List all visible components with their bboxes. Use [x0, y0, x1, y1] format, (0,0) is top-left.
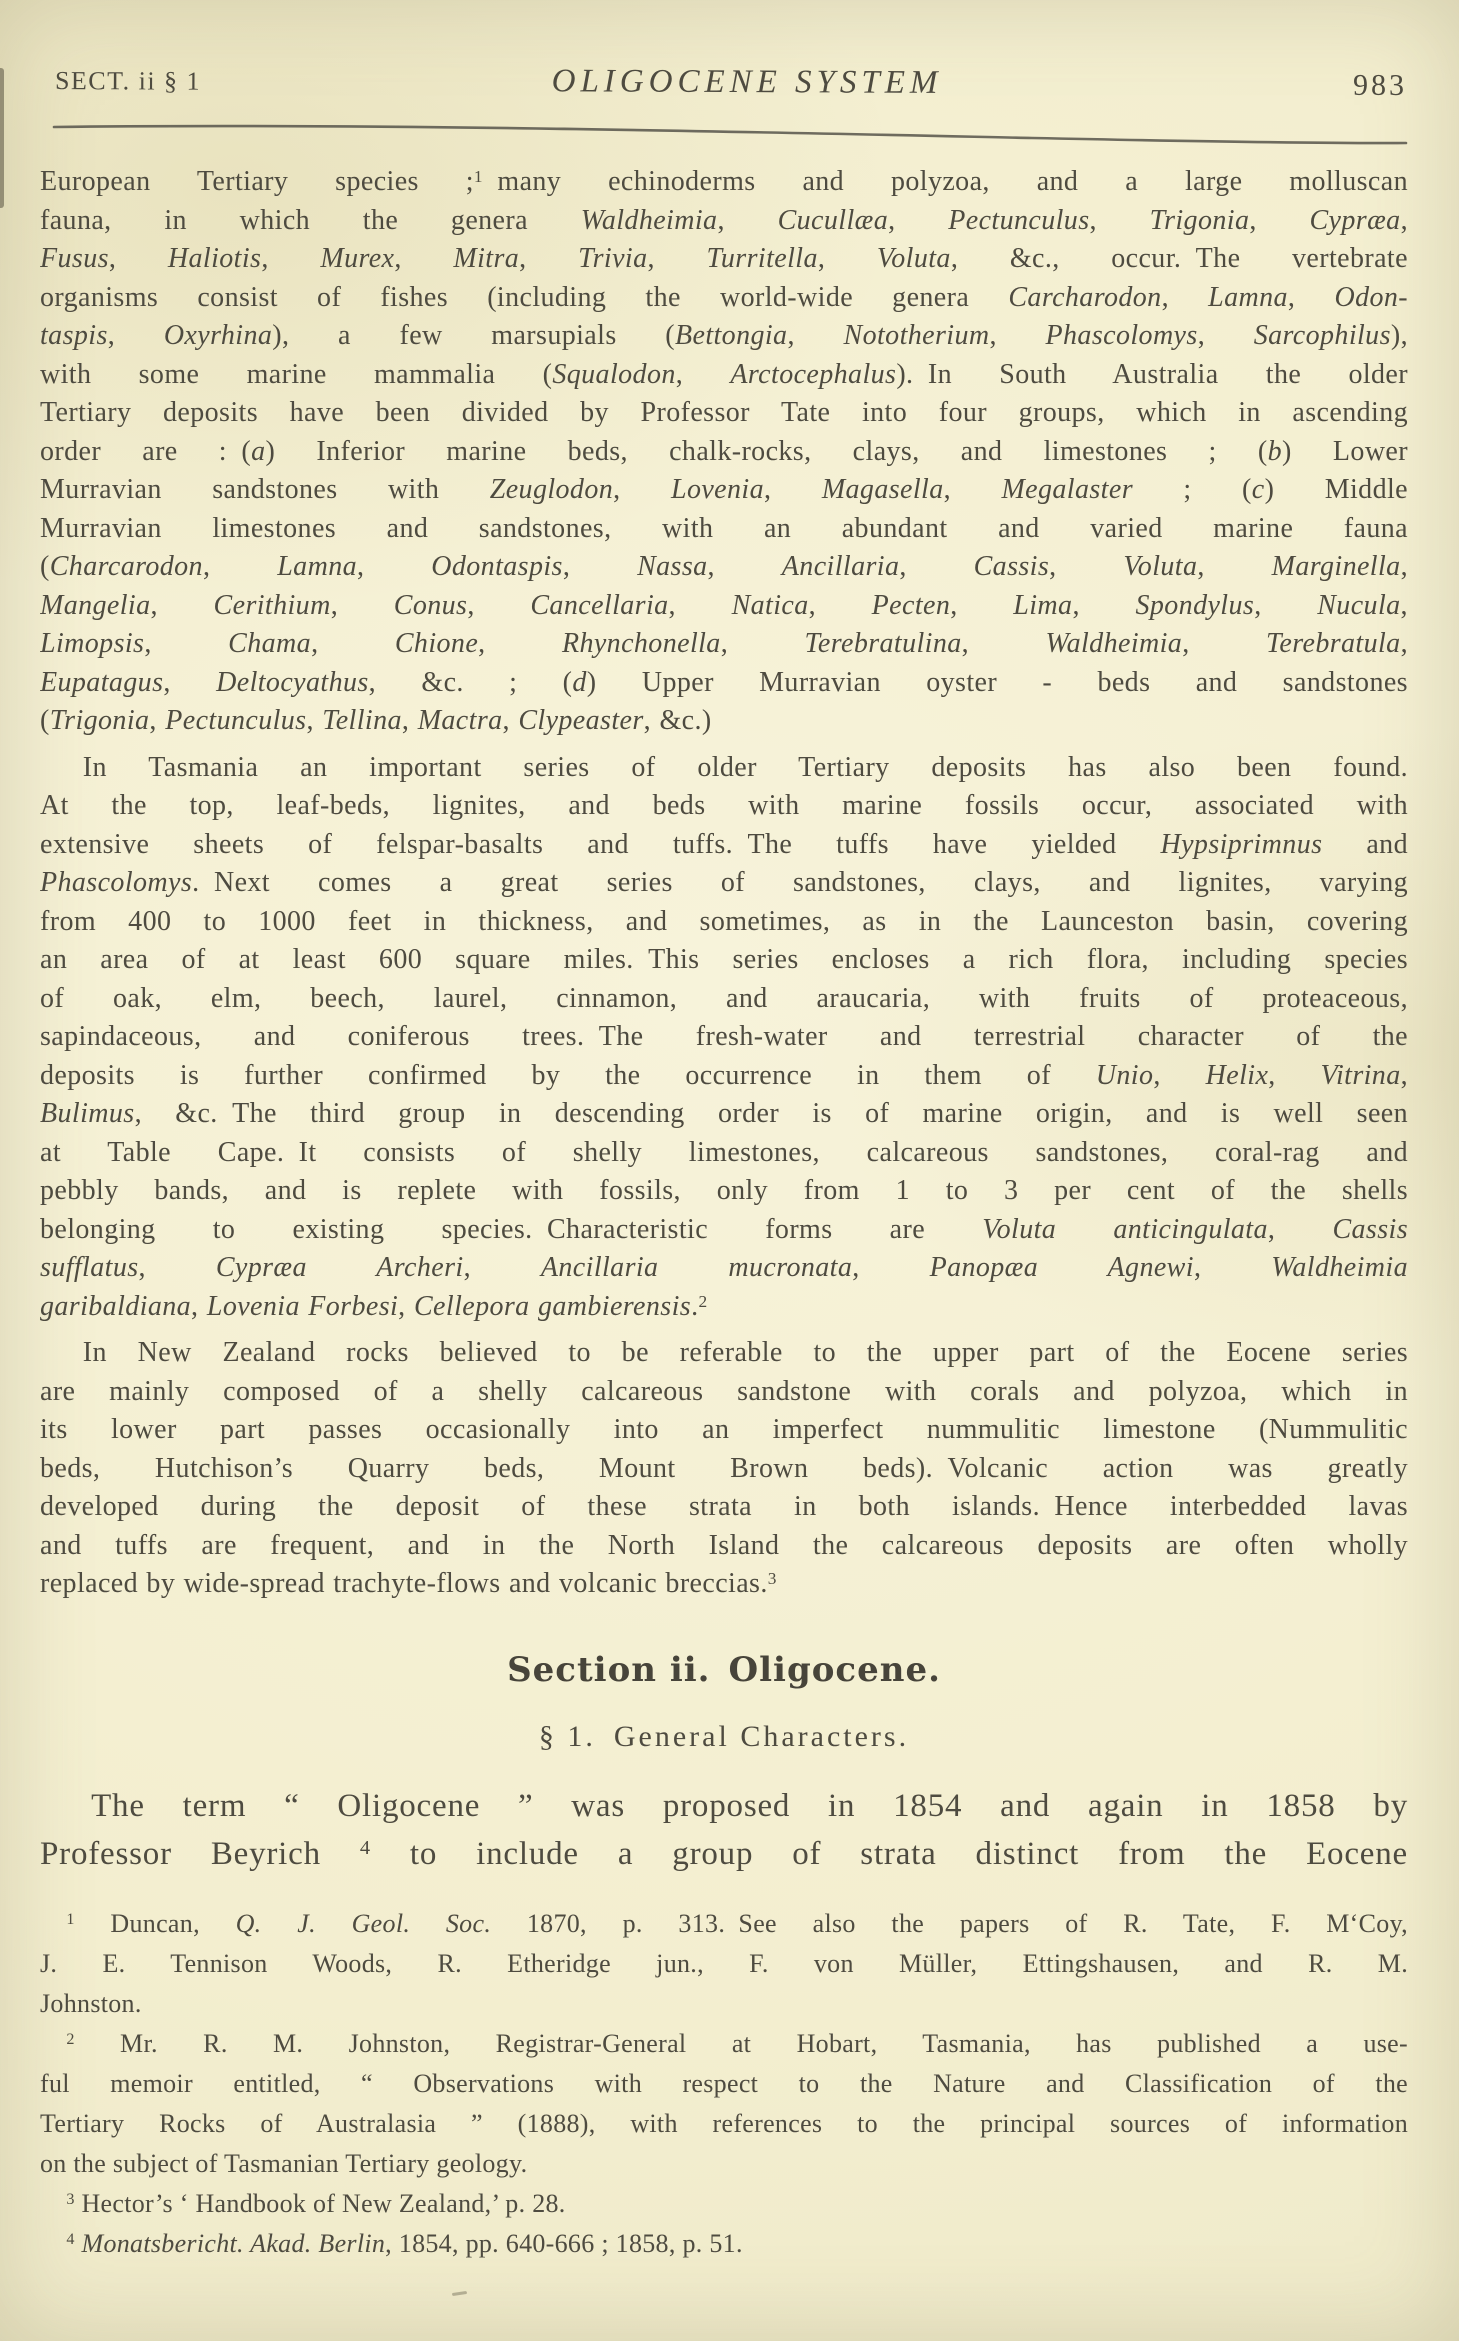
text-line: pebbly bands, and is replete with fossils, only from 1 to 3 per cent of the shells — [40, 1175, 1408, 1206]
text-line: $^3$ Hector’s ‘ Handbook of New Zealand,’ p. 28. — [66, 2188, 566, 2218]
text-line: developed during the deposit of these strata in both islands. Hence interbedded lavas — [40, 1491, 1408, 1522]
footnote-4 — [40, 2224, 1408, 2264]
text-line: Professor Beyrich $^4$ to include a group of strata distinct from the Eocene — [40, 1835, 1408, 1872]
text-line: Phascolomys. Next comes a great series of sandstones, clays, and lignites, varying — [40, 867, 1408, 898]
text-line: Mangelia, Cerithium, Conus, Cancellaria, Natica, Pecten, Lima, Spondylus, Nucula, — [40, 589, 1408, 621]
text-line: Tertiary deposits have been divided by Professor Tate into four groups, which in ascending — [40, 397, 1408, 428]
text-line: sapindaceous, and coniferous trees. The fresh-water and terrestrial character of the — [40, 1021, 1408, 1052]
text-line: garibaldiana, Lovenia Forbesi, Cellepora gambierensis.$^2$ — [40, 1290, 708, 1322]
text-line: extensive sheets of felspar-basalts and tuffs. The tuffs have yielded Hypsiprimnus and — [40, 828, 1408, 860]
scan-edge-artifact — [0, 68, 4, 208]
text-line: an area of at least 600 square miles. This series encloses a rich flora, including species — [40, 944, 1408, 975]
footnote-2 — [40, 2024, 1408, 2184]
text-line: belonging to existing species. Characteristic forms are Voluta anticingulata, Cassis — [40, 1213, 1408, 1245]
text-line: J. E. Tennison Woods, R. Etheridge jun., F. von Müller, Ettingshausen, and R. M. — [40, 1948, 1408, 1978]
text-line: Bulimus, &c. The third group in descending order is of marine origin, and is well seen — [40, 1098, 1408, 1129]
text-line: $^1$ Duncan, Q. J. Geol. Soc. 1870, p. 313. See also the papers of R. Tate, F. M‘Coy, — [66, 1908, 1408, 1938]
text-line: at Table Cape. It consists of shelly limestones, calcareous sandstones, coral-rag and — [40, 1136, 1408, 1168]
text-line: The term “ Oligocene ” was proposed in 1854 and again in 1858 by — [40, 1787, 1408, 1824]
text-line: ful memoir entitled, “ Observations with respect to the Nature and Classification of the — [40, 2068, 1408, 2098]
running-header — [55, 61, 1407, 104]
text-line: Johnston. — [40, 1988, 142, 2018]
text-line: and tuffs are frequent, and in the North Island the calcareous deposits are often wholly — [40, 1529, 1408, 1561]
text-line: on the subject of Tasmanian Tertiary geology. — [40, 2148, 528, 2178]
text-line: order are : (a) Inferior marine beds, chalk-rocks, clays, and limestones ; (b) Lower — [40, 435, 1408, 467]
text-line: fauna, in which the genera Waldheimia, Cucullæa, Pectunculus, Trigonia, Cypræa, — [40, 204, 1408, 236]
text-line: taspis, Oxyrhina), a few marsupials (Bettongia, Nototherium, Phascolomys, Sarcophilus), — [40, 320, 1408, 351]
page-number: 983 — [1352, 68, 1408, 102]
text-line: replaced by wide-spread trachyte-flows and volcanic breccias.$^3$ — [40, 1568, 777, 1599]
footnotes-block — [40, 1904, 1408, 2264]
text-line: Murravian limestones and sandstones, with an abundant and varied marine fauna — [40, 512, 1408, 544]
text-line: with some marine mammalia (Squalodon, Arctocephalus). In South Australia the older — [40, 358, 1408, 390]
text-line: beds, Hutchison’s Quarry beds, Mount Brown beds). Volcanic action was greatly — [40, 1452, 1408, 1484]
paragraph-new-zealand — [40, 1334, 1408, 1604]
section-heading: Section ii. Oligocene. — [507, 1649, 941, 1690]
text-line: Eupatagus, Deltocyathus, &c. ; (d) Upper Murravian oyster - beds and sandstones — [40, 666, 1408, 698]
text-line: Tertiary Rocks of Australasia ” (1888), with references to the principal sources of information — [40, 2108, 1408, 2138]
text-line: European Tertiary species ;$^1$ many echinoderms and polyzoa, and a large molluscan — [40, 166, 1408, 197]
text-line: At the top, leaf-beds, lignites, and beds with marine fossils occur, associated with — [40, 790, 1408, 821]
section-marker: SECT. ii § 1 — [54, 66, 202, 96]
page-content — [40, 163, 1408, 2264]
paragraph-australia — [40, 163, 1408, 741]
text-line: $^4$ Monatsbericht. Akad. Berlin, 1854, pp. 640-666 ; 1858, p. 51. — [66, 2228, 743, 2258]
text-line: In New Zealand rocks believed to be referable to the upper part of the Eocene series — [40, 1337, 1408, 1368]
ink-smudge — [452, 2291, 467, 2296]
text-line: its lower part passes occasionally into an imperfect nummulitic limestone (Nummulitic — [40, 1414, 1408, 1445]
intro-paragraph — [40, 1782, 1408, 1878]
text-line: from 400 to 1000 feet in thickness, and sometimes, as in the Launceston basin, covering — [40, 905, 1408, 937]
text-line: are mainly composed of a shelly calcareous sandstone with corals and polyzoa, which in — [40, 1375, 1408, 1407]
paragraph-tasmania — [40, 749, 1408, 1327]
text-line: Limopsis, Chama, Chione, Rhynchonella, Terebratulina, Waldheimia, Terebratula, — [40, 628, 1408, 659]
running-title: OLIGOCENE SYSTEM — [551, 63, 943, 101]
footnote-3 — [40, 2184, 1408, 2224]
text-line: Murravian sandstones with Zeuglodon, Lovenia, Magasella, Megalaster ; (c) Middle — [40, 474, 1408, 505]
text-line: $^2$ Mr. R. M. Johnston, Registrar-General at Hobart, Tasmania, has published a use- — [66, 2028, 1408, 2058]
text-line: In Tasmania an important series of older Tertiary deposits has also been found. — [40, 751, 1408, 783]
footnote-1 — [40, 1904, 1408, 2024]
text-line: (Trigonia, Pectunculus, Tellina, Mactra, Clypeaster, &c.) — [40, 705, 712, 736]
text-line: deposits is further confirmed by the occurrence in them of Unio, Helix, Vitrina, — [40, 1059, 1408, 1091]
text-line: of oak, elm, beech, laurel, cinnamon, and araucaria, with fruits of proteaceous, — [40, 982, 1408, 1014]
header-rule — [52, 120, 1408, 150]
subsection-heading: § 1. General Characters. — [538, 1719, 910, 1753]
text-line: Fusus, Haliotis, Murex, Mitra, Trivia, Turritella, Voluta, &c., occur. The vertebrate — [40, 243, 1408, 274]
text-line: sufflatus, Cypræa Archeri, Ancillaria mucronata, Panopæa Agnewi, Waldheimia — [40, 1252, 1408, 1283]
text-line: (Charcarodon, Lamna, Odontaspis, Nassa, Ancillaria, Cassis, Voluta, Marginella, — [40, 551, 1408, 582]
text-line: organisms consist of fishes (including the world-wide genera Carcharodon, Lamna, Odon- — [40, 281, 1408, 313]
